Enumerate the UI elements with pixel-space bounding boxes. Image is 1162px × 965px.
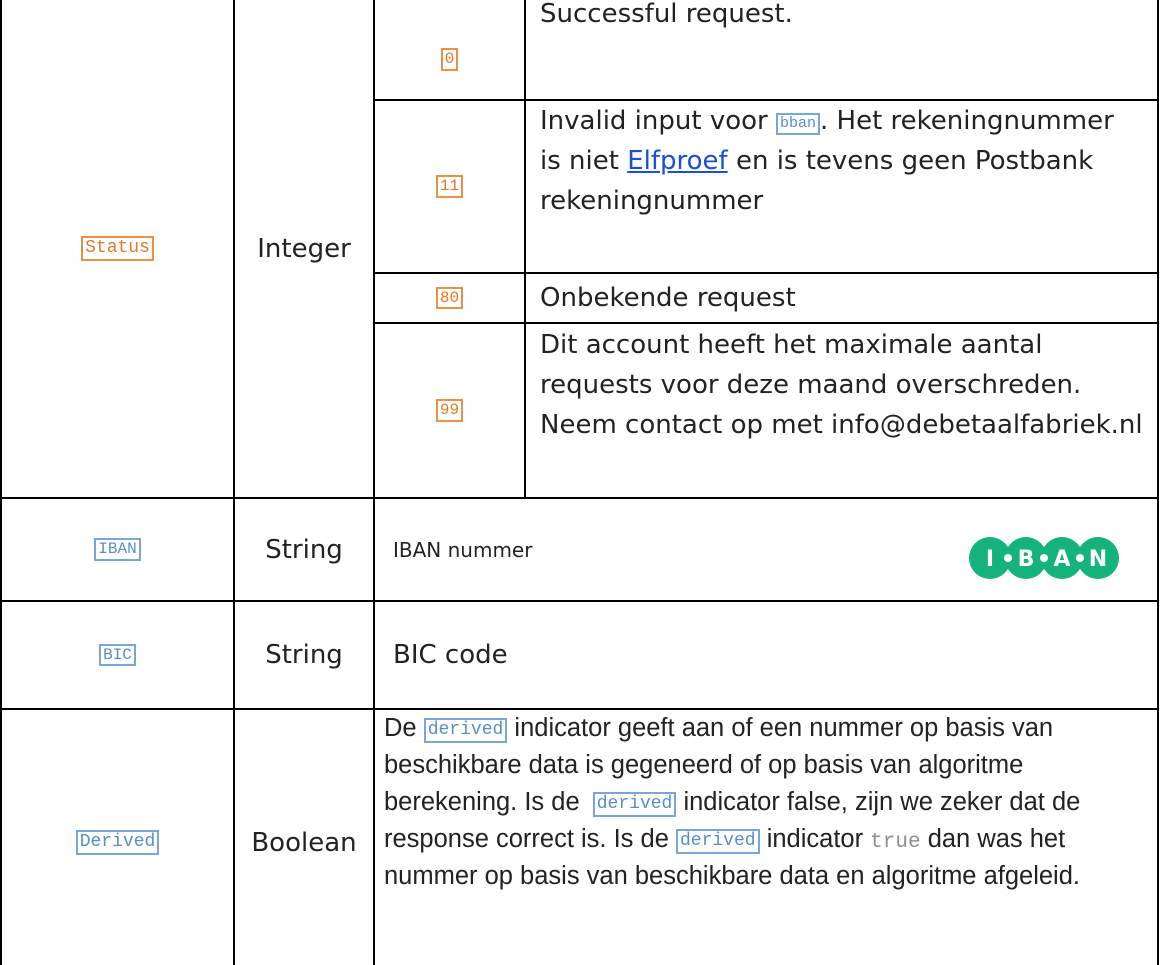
iban-logo-letter-b: B <box>1017 547 1035 572</box>
field-iban-code: IBAN <box>94 538 140 561</box>
iban-logo-letter-n: N <box>1088 547 1108 572</box>
status-code-0-cell <box>375 0 524 99</box>
iban-logo-letter-a: A <box>1053 547 1071 572</box>
inline-code-derived-2: derived <box>593 792 677 817</box>
elfproef-link[interactable]: Elfproef <box>627 146 728 176</box>
iban-description: IBAN nummer <box>393 537 533 562</box>
field-derived-code: Derived <box>76 830 160 855</box>
status-code-0: 0 <box>441 48 459 71</box>
field-iban-cell <box>2 499 233 600</box>
status-code-99: 99 <box>436 399 463 422</box>
field-bic-cell <box>2 602 233 708</box>
type-iban-cell <box>235 499 373 600</box>
derived-description: De derived indicator geeft aan of een nummer op basis van beschikbare data is gegeneerd of op basis van algoritme berekening. Is de derived indicator false, zijn we zeker dat de response correct is. Is de derived indicator true dan was het nummer op basis van beschikbare data en algoritme afgeleid. <box>384 714 1081 890</box>
status-code-11-description: Invalid input voor bban . Het rekeningnummer is niet Elfproef en is tevens geen Postbank rekeningnummer <box>540 106 1114 216</box>
status-code-0-description: Successful request. <box>540 0 793 29</box>
status-code-80-cell <box>375 274 524 322</box>
type-bic-cell <box>235 602 373 708</box>
field-derived-cell <box>2 710 233 965</box>
status-code-80: 80 <box>436 287 463 310</box>
type-derived-label: Boolean <box>251 827 357 858</box>
type-status-cell <box>235 0 373 497</box>
status-code-11: 11 <box>436 175 463 198</box>
inline-code-true: true <box>870 831 921 854</box>
type-derived-cell <box>235 710 373 965</box>
inline-code-derived-3: derived <box>676 829 760 854</box>
iban-description-cell <box>393 499 893 600</box>
bic-description: BIC code <box>393 640 508 670</box>
table-border-right <box>1157 0 1159 965</box>
code-col-divider <box>524 0 526 498</box>
inline-code-bban: bban <box>776 113 820 135</box>
iban-logo-icon <box>968 536 1120 580</box>
iban-logo-letter-i: I <box>985 547 995 572</box>
bic-description-cell <box>393 602 993 708</box>
status-code-99-cell <box>375 324 524 497</box>
status-code-11-cell <box>375 101 524 272</box>
inline-code-derived-1: derived <box>424 718 508 743</box>
status-code-80-description: Onbekende request <box>540 283 796 313</box>
type-bic-label: String <box>265 640 343 670</box>
field-status-cell <box>2 0 233 497</box>
status-code-99-description: Dit account heeft het maximale aantal requests voor deze maand overschreden. Neem contact op met info@debetaalfabriek.nl <box>540 330 1143 440</box>
type-iban-label: String <box>265 534 343 565</box>
field-bic-code: BIC <box>99 644 136 667</box>
type-status-label: Integer <box>257 233 351 264</box>
iban-logo <box>968 536 1120 585</box>
field-status-code: Status <box>81 236 154 261</box>
